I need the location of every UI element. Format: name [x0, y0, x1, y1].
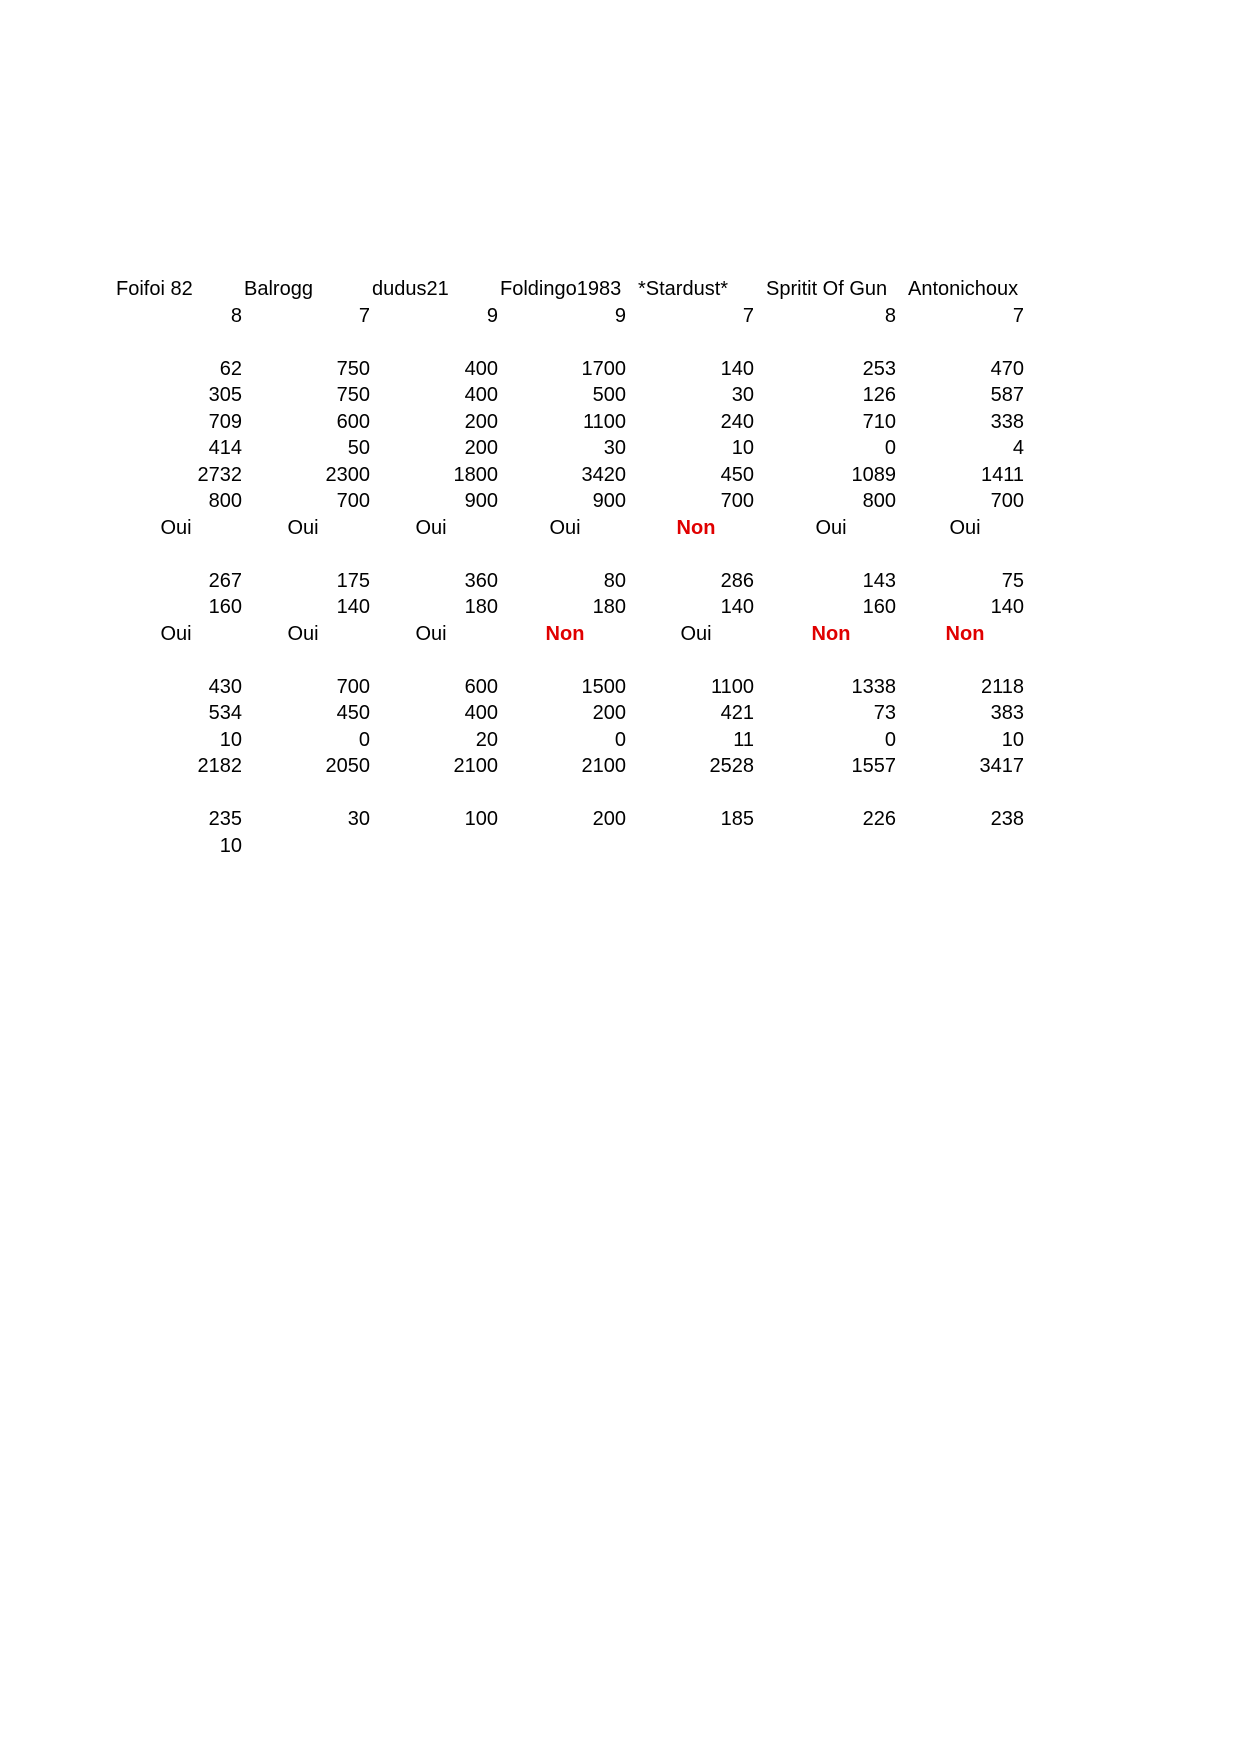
value-cell: 750 — [336, 384, 370, 406]
spacer-row — [112, 647, 1042, 674]
value-cell: 11 — [733, 728, 754, 751]
value-cell: 0 — [614, 728, 626, 751]
value-cell: 100 — [464, 808, 498, 830]
value-cell: 185 — [720, 808, 754, 830]
value-cell: 750 — [336, 357, 370, 380]
check-cell: Oui — [815, 516, 847, 539]
value-cell: 1411 — [980, 463, 1024, 486]
spacer-row — [112, 541, 1042, 568]
value-cell: 20 — [475, 728, 498, 751]
value-cell: 305 — [208, 384, 242, 406]
value-cell: 1500 — [581, 675, 626, 698]
value-cell: 126 — [862, 384, 896, 406]
value-cell: 710 — [862, 410, 896, 433]
check-cell: Oui — [287, 622, 319, 645]
value-cell: 200 — [592, 808, 626, 830]
check-cell: Oui — [287, 516, 319, 539]
value-cell: 140 — [336, 596, 370, 618]
check-cell: Non — [676, 516, 716, 539]
check-cell: Oui — [415, 622, 447, 645]
level-cell: 7 — [1012, 304, 1024, 327]
value-cell: 238 — [990, 808, 1024, 830]
value-cell: 235 — [208, 808, 242, 830]
value-cell: 700 — [720, 490, 754, 512]
check-cell: Non — [811, 622, 851, 645]
data-row — [112, 753, 1042, 780]
value-cell: 3420 — [581, 463, 626, 486]
value-cell: 0 — [884, 437, 896, 459]
player-name: Balrogg — [244, 278, 313, 300]
value-cell: 587 — [990, 384, 1024, 406]
value-cell: 400 — [464, 357, 498, 380]
value-cell: 2528 — [709, 755, 754, 777]
value-cell: 700 — [336, 490, 370, 512]
value-cell: 286 — [720, 569, 754, 592]
spacer-row — [112, 780, 1042, 807]
value-cell: 160 — [208, 596, 242, 618]
value-cell: 400 — [464, 384, 498, 406]
value-cell: 10 — [1001, 728, 1024, 751]
value-cell: 175 — [336, 569, 370, 592]
value-cell: 240 — [720, 410, 754, 433]
value-cell: 2300 — [325, 463, 370, 486]
value-cell: 900 — [592, 490, 626, 512]
value-cell: 4 — [1012, 437, 1024, 459]
data-row — [112, 568, 1042, 595]
value-cell: 1700 — [581, 357, 626, 380]
player-name: Spritit Of Gun — [766, 278, 888, 300]
check-cell: Oui — [160, 622, 192, 645]
value-cell: 140 — [990, 596, 1024, 618]
value-cell: 450 — [336, 702, 370, 724]
check-row — [112, 515, 1042, 542]
data-row — [112, 488, 1042, 515]
player-name: *Stardust* — [638, 278, 729, 300]
player-name: Antonichoux — [908, 278, 1019, 300]
value-cell: 10 — [219, 728, 242, 751]
value-cell: 75 — [1001, 569, 1024, 592]
value-cell: 500 — [592, 384, 626, 406]
level-cell: 7 — [742, 304, 754, 327]
check-cell: Oui — [949, 516, 981, 539]
value-cell: 338 — [990, 410, 1024, 433]
check-cell: Oui — [549, 516, 581, 539]
value-cell: 1089 — [851, 463, 896, 486]
data-row — [112, 727, 1042, 754]
value-cell: 180 — [592, 596, 626, 618]
value-cell: 0 — [358, 728, 370, 751]
check-cell: Non — [945, 622, 985, 645]
value-cell: 1557 — [851, 755, 896, 777]
data-row — [112, 594, 1042, 621]
value-cell: 1800 — [453, 463, 498, 486]
value-cell: 421 — [720, 702, 754, 724]
level-cell: 7 — [358, 304, 370, 327]
value-cell: 3417 — [979, 755, 1024, 777]
data-row — [112, 356, 1042, 383]
player-name: Foifoi 82 — [116, 278, 193, 300]
check-row — [112, 621, 1042, 648]
value-cell: 1338 — [851, 675, 896, 698]
value-cell: 267 — [208, 569, 242, 592]
value-cell: 430 — [208, 675, 242, 698]
player-name: Foldingo1983 — [500, 278, 622, 300]
value-cell: 140 — [720, 357, 754, 380]
value-cell: 360 — [464, 569, 498, 592]
value-cell: 253 — [862, 357, 896, 380]
data-row — [112, 806, 1042, 833]
level-cell: 8 — [884, 304, 896, 327]
value-cell: 143 — [862, 569, 896, 592]
value-cell: 414 — [208, 437, 242, 459]
value-cell: 140 — [720, 596, 754, 618]
value-cell: 226 — [862, 808, 896, 830]
data-row — [112, 409, 1042, 436]
value-cell: 0 — [884, 728, 896, 751]
data-row — [112, 435, 1042, 462]
level-row — [112, 303, 1042, 330]
value-cell: 200 — [592, 702, 626, 724]
check-cell: Non — [545, 622, 585, 645]
value-cell: 900 — [464, 490, 498, 512]
value-cell: 800 — [208, 490, 242, 512]
spacer-row — [112, 329, 1042, 356]
level-cell: 8 — [230, 304, 242, 327]
data-row — [112, 462, 1042, 489]
value-cell: 200 — [464, 410, 498, 433]
value-cell: 450 — [720, 463, 754, 486]
value-cell: 2100 — [581, 755, 626, 777]
value-cell: 709 — [208, 410, 242, 433]
data-row — [112, 674, 1042, 701]
check-cell: Oui — [415, 516, 447, 539]
value-cell: 2732 — [197, 463, 242, 486]
value-cell: 383 — [990, 702, 1024, 724]
value-cell: 10 — [731, 437, 754, 459]
value-cell: 160 — [862, 596, 896, 618]
value-cell: 400 — [464, 702, 498, 724]
value-cell: 2100 — [453, 755, 498, 777]
level-cell: 9 — [614, 304, 626, 327]
value-cell: 1100 — [582, 410, 626, 433]
check-cell: Oui — [680, 622, 712, 645]
value-cell: 50 — [347, 437, 370, 459]
header-row — [112, 276, 1042, 303]
player-name: dudus21 — [372, 278, 449, 300]
value-cell: 30 — [603, 437, 626, 459]
value-cell: 73 — [873, 702, 896, 724]
value-cell: 700 — [336, 675, 370, 698]
value-cell: 700 — [990, 490, 1024, 512]
value-cell: 2182 — [197, 755, 242, 777]
value-cell: 200 — [464, 437, 498, 459]
value-cell: 2050 — [325, 755, 370, 777]
value-cell: 600 — [336, 410, 370, 433]
spreadsheet-table — [112, 276, 1042, 859]
data-row — [112, 700, 1042, 727]
value-cell: 180 — [464, 596, 498, 618]
data-row — [112, 833, 1042, 860]
value-cell: 470 — [990, 357, 1024, 380]
level-cell: 9 — [486, 304, 498, 327]
value-cell: 10 — [219, 834, 242, 857]
value-cell: 1100 — [710, 675, 754, 698]
value-cell: 534 — [208, 702, 242, 724]
value-cell: 800 — [862, 490, 896, 512]
value-cell: 30 — [731, 384, 754, 406]
value-cell: 600 — [464, 675, 498, 698]
data-row — [112, 382, 1042, 409]
value-cell: 30 — [347, 808, 370, 830]
value-cell: 62 — [219, 357, 242, 380]
check-cell: Oui — [160, 516, 192, 539]
value-cell: 2118 — [980, 675, 1024, 698]
value-cell: 80 — [603, 569, 626, 592]
